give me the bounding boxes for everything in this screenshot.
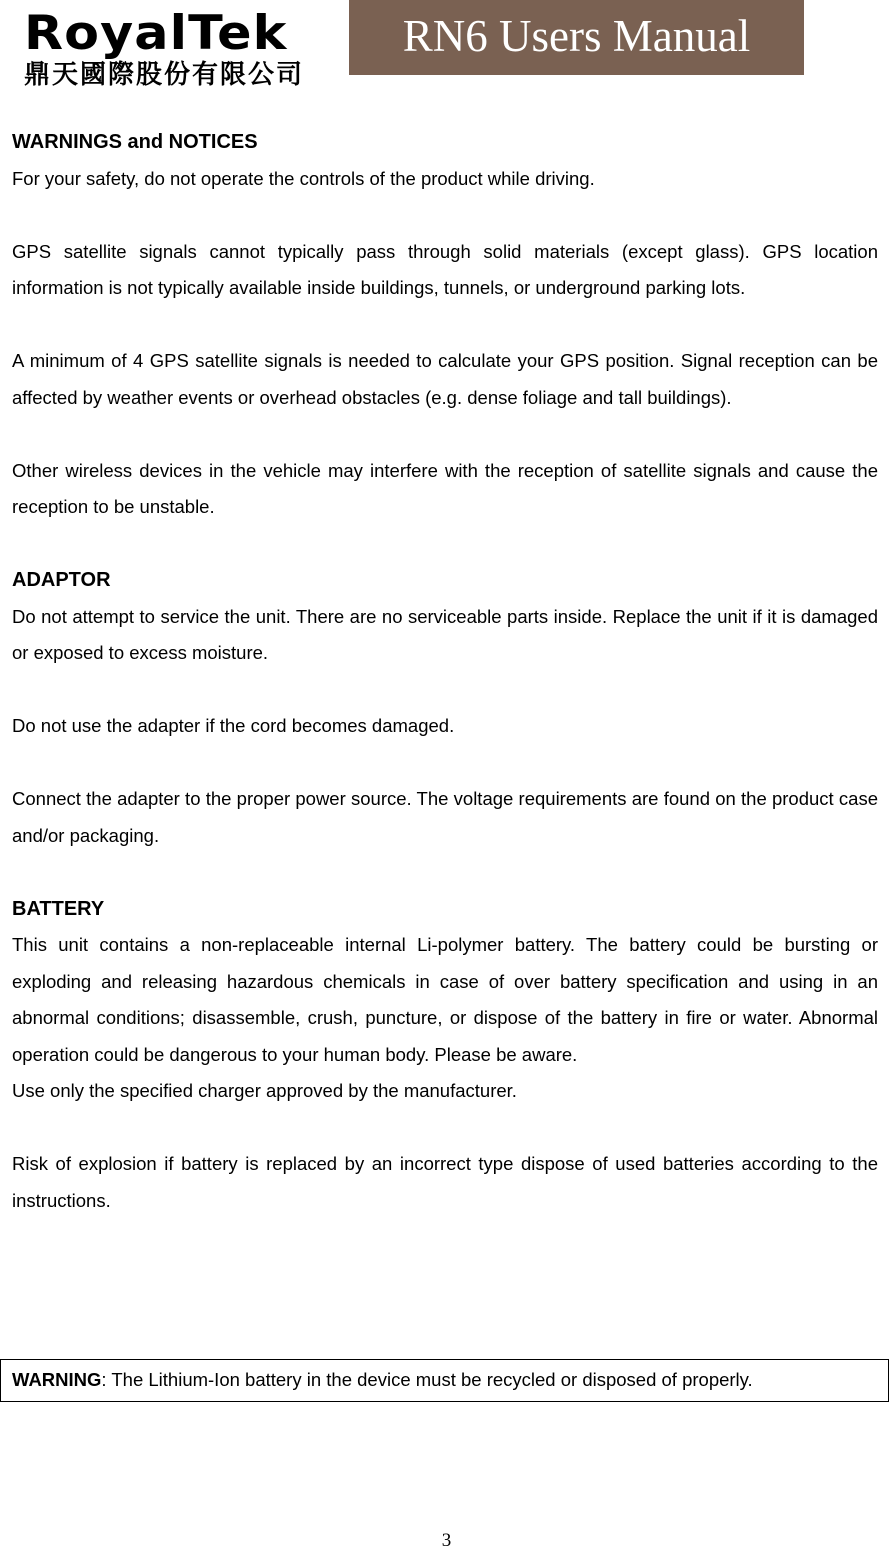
warning-text: : The Lithium-Ion battery in the device must be recycled or disposed of properly. (101, 1369, 753, 1390)
warning-box (0, 1359, 889, 1402)
section-heading: BATTERY (12, 897, 105, 920)
page-number: 3 (441, 1530, 452, 1551)
paragraph: GPS satellite signals cannot typically pass through solid materials (except glass). GPS location information is not typically available inside buildings, tunnels, or underground parking lots. (12, 240, 878, 298)
paragraph: Other wireless devices in the vehicle may interfere with the reception of satellite signals and cause the reception to be unstable. (12, 459, 878, 517)
logo-chinese-name: 鼎天國際股份有限公司 (24, 60, 305, 90)
manual-title: RN6 Users Manual (349, 0, 804, 75)
section-heading: ADAPTOR (12, 569, 111, 591)
company-logo (22, 4, 322, 90)
section-warnings (12, 124, 878, 526)
section-heading: WARNINGS and NOTICES (12, 131, 258, 153)
paragraph: Connect the adapter to the proper power source. The voltage requirements are found on the product case and/or packaging. (12, 788, 878, 846)
paragraph: Do not attempt to service the unit. There are no serviceable parts inside. Replace the unit if it is damaged or exposed to excess moisture. (12, 605, 878, 663)
section-battery (12, 891, 878, 1220)
paragraph: A minimum of 4 GPS satellite signals is needed to calculate your GPS position. Signal reception can be affected by weather events or overhead obstacles (e.g. dense foliage and tall buildings). (12, 350, 878, 408)
warning-label: WARNING (12, 1369, 102, 1390)
paragraph: Do not use the adapter if the cord becomes damaged. (12, 715, 455, 736)
document-body (12, 124, 878, 1256)
paragraph: Risk of explosion if battery is replaced by an incorrect type dispose of used batteries according to the instructions. (12, 1153, 878, 1211)
logo-name: RoyalTek (24, 6, 288, 61)
paragraph: This unit contains a non-replaceable internal Li-polymer battery. The battery could be bursting or exploding and releasing hazardous chemicals in case of over battery specification and using in an abnormal conditions; disassemble, crush, puncture, or dispose of the battery in fire or water. Abnormal operation could be dangerous to your human body. Please be aware. (12, 934, 878, 1065)
paragraph: For your safety, do not operate the controls of the product while driving. (12, 167, 595, 189)
section-adaptor (12, 562, 878, 854)
paragraph: Use only the specified charger approved by the manufacturer. (12, 1080, 517, 1101)
